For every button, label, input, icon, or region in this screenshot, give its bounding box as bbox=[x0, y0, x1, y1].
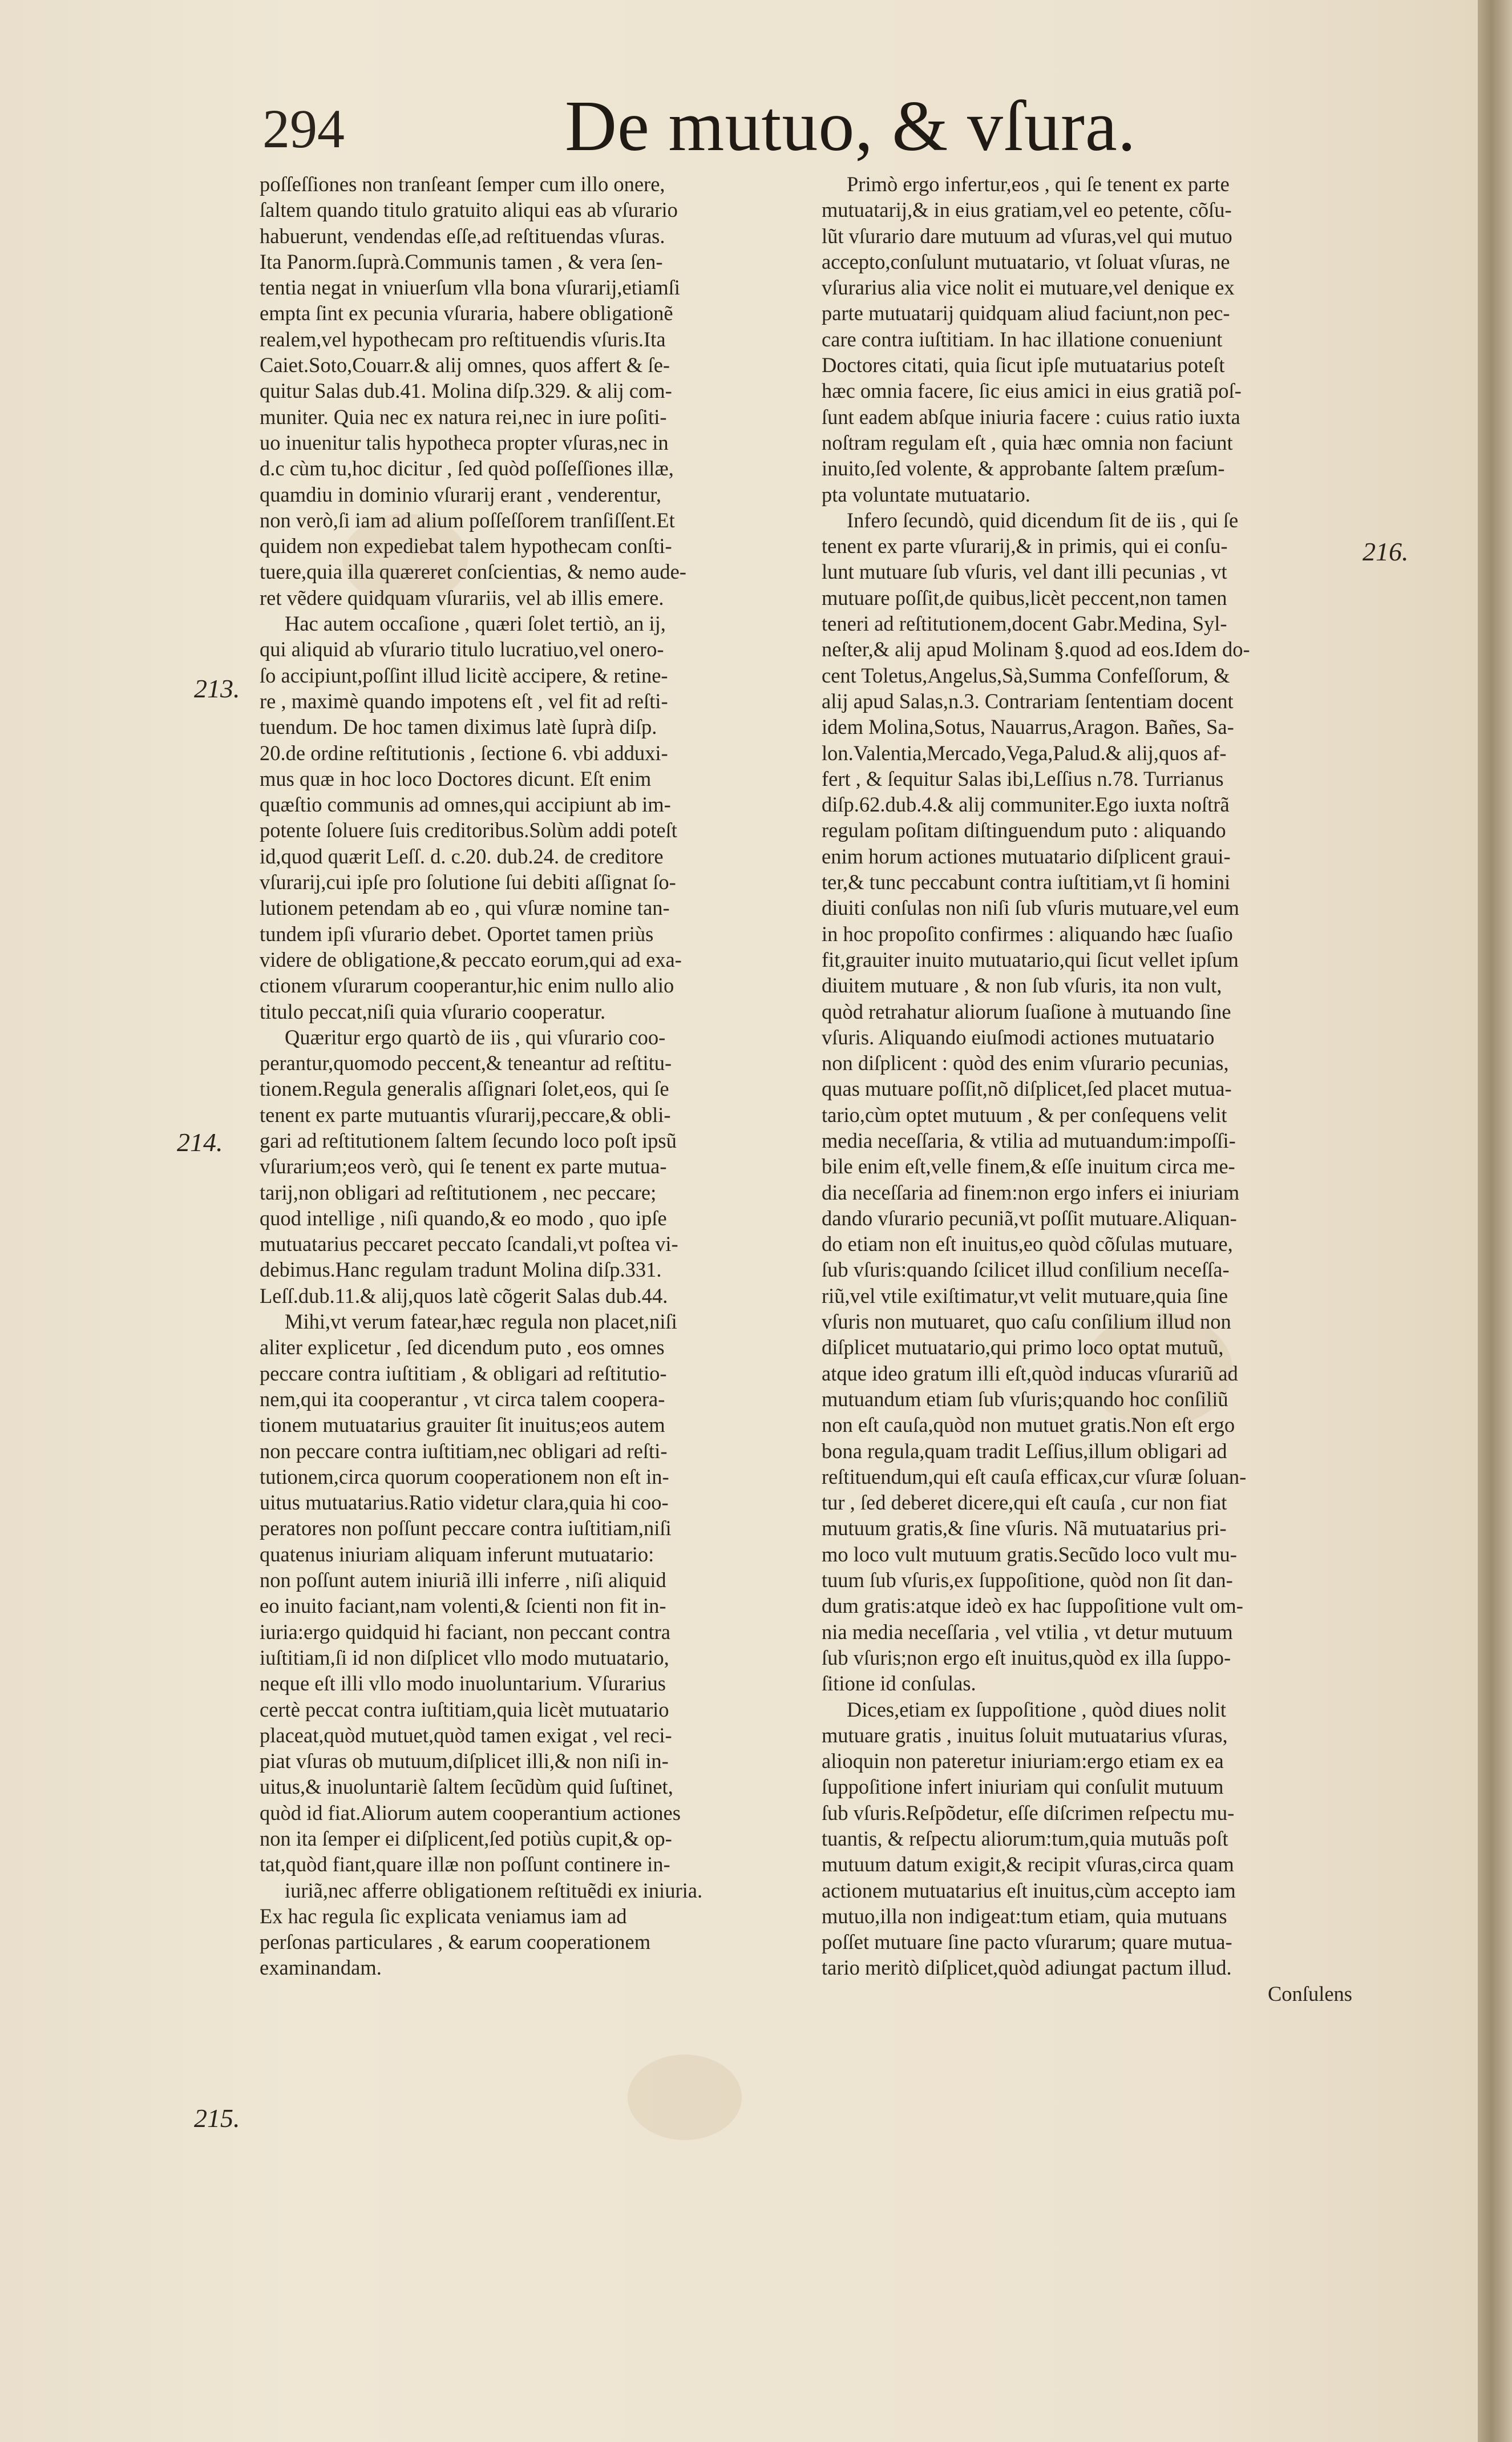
text-line: Ita Panorm.ſuprà.Communis tamen , & vera ſen- bbox=[260, 249, 663, 273]
text-line: enim horum actiones mutuatario diſplicent graui- bbox=[822, 844, 1231, 868]
text-line: diuitem mutuare , & non ſub vſuris, ita non vult, bbox=[822, 974, 1222, 998]
text-line: Mihi,vt verum fatear,hæc regula non placet,niſi bbox=[285, 1310, 677, 1334]
text-line: Doctores citati, quia ſicut ipſe mutuatarius poteſt bbox=[822, 353, 1225, 377]
text-line: quitur Salas dub.41. Molina diſp.329. & alij com- bbox=[260, 379, 672, 403]
text-line: iuria:ergo quidquid hi faciant, non peccant contra bbox=[260, 1620, 670, 1644]
text-line: bona regula,quam tradit Leſſius,illum obligari ad bbox=[822, 1439, 1227, 1463]
text-line: mutuare poſſit,de quibus,licèt peccent,non tamen bbox=[822, 586, 1227, 610]
text-line: aliter explicetur , ſed dicendum puto , eos omnes bbox=[260, 1335, 665, 1359]
text-line: Quæritur ergo quartò de iis , qui vſurario coo- bbox=[285, 1025, 666, 1049]
text-line: tuendum. De hoc tamen diximus latè ſuprà diſp. bbox=[260, 715, 657, 739]
text-line: vſurarium;eos verò, qui ſe tenent ex parte mutua- bbox=[260, 1155, 667, 1178]
text-line: lũt vſurario dare mutuum ad vſuras,vel qui mutuo bbox=[822, 224, 1232, 248]
text-line: non diſplicent : quòd des enim vſurario pecunias, bbox=[822, 1051, 1229, 1075]
text-line: placeat,quòd mutuet,quòd tamen exigat , vel reci- bbox=[260, 1723, 672, 1747]
text-line: media neceſſaria, & vtilia ad mutuandum:impoſſi- bbox=[822, 1128, 1236, 1152]
text-line: Leſſ.dub.11.& alij,quos latè cõgerit Salas dub.44. bbox=[260, 1283, 668, 1307]
text-line: lutionem petendam ab eo , qui vſuræ nomine tan- bbox=[260, 896, 670, 920]
right-text-column bbox=[822, 171, 1358, 2007]
text-line: lon.Valentia,Mercado,Vega,Palud.& alij,quos af- bbox=[822, 741, 1227, 765]
text-line: mutuatarij,& in eius gratiam,vel eo petente, cõſu- bbox=[822, 198, 1232, 222]
text-line: id,quod quærit Leſſ. d. c.20. dub.24. de creditore bbox=[260, 844, 664, 868]
text-line: nem,qui ita cooperantur , vt circa talem coopera- bbox=[260, 1387, 665, 1411]
text-line: mo loco vult mutuum gratis.Secũdo loco vult mu- bbox=[822, 1542, 1237, 1566]
text-line: Dices,etiam ex ſuppoſitione , quòd diues nolit bbox=[847, 1697, 1227, 1721]
text-line: videre de obligatione,& peccato eorum,qui ad exa- bbox=[260, 947, 682, 971]
text-line: tarij,non obligari ad reſtitutionem , nec peccare; bbox=[260, 1180, 657, 1204]
text-line: teneri ad reſtitutionem,docent Gabr.Medina, Syl- bbox=[822, 612, 1227, 636]
text-line: lunt mutuare ſub vſuris, vel dant illi pecunias , vt bbox=[822, 560, 1227, 584]
text-line: atque ideo gratum illi eſt,quòd inducas vſurariũ ad bbox=[822, 1361, 1238, 1385]
text-line: uitus mutuatarius.Ratio videtur clara,quia hi coo- bbox=[260, 1491, 669, 1515]
text-line: realem,vel hypothecam pro reſtituendis vſuris.Ita bbox=[260, 327, 666, 351]
text-line: hæc omnia facere, ſic eius amici in eius gratiã poſ- bbox=[822, 379, 1242, 403]
text-line: mutuatarius peccaret peccato ſcandali,vt poſtea vi- bbox=[260, 1232, 678, 1256]
text-line: nia media neceſſaria , vel vtilia , vt detur mutuum bbox=[822, 1620, 1233, 1644]
text-line: alioquin non pateretur iniuriam:ergo etiam ex ea bbox=[822, 1749, 1224, 1773]
text-line: vſurarij,cui ipſe pro ſolutione ſui debiti aſſignat ſo- bbox=[260, 870, 676, 894]
text-line: re , maximè quando impotens eſt , vel fit ad reſti- bbox=[260, 689, 668, 713]
text-line: tundem ipſi vſurario debet. Oportet tamen priùs bbox=[260, 922, 654, 946]
text-line: neque eſt illi vllo modo inuoluntarium. Vſurarius bbox=[260, 1672, 666, 1696]
margin-number-213: 213. bbox=[194, 674, 240, 703]
left-text-column bbox=[260, 171, 796, 1981]
text-line: peccare contra iuſtitiam , & obligari ad reſtitutio- bbox=[260, 1361, 667, 1385]
text-line: Primò ergo infertur,eos , qui ſe tenent ex parte bbox=[847, 172, 1230, 196]
text-line: Ex hac regula ſic explicata veniamus iam ad bbox=[260, 1904, 627, 1928]
text-line: tutionem,circa quorum cooperationem non eſt in- bbox=[260, 1464, 669, 1488]
text-line: tionem.Regula generalis aſſignari ſolet,eos, qui ſe bbox=[260, 1077, 669, 1101]
text-line: ſaltem quando titulo gratuito aliqui eas ab vſurario bbox=[260, 198, 678, 222]
text-line: non peccare contra iuſtitiam,nec obligari ad reſti- bbox=[260, 1439, 668, 1463]
text-line: diuiti conſulas non niſi ſub vſuris mutuare,vel eum bbox=[822, 896, 1239, 920]
text-line: quòd id fiat.Aliorum autem cooperantium actiones bbox=[260, 1801, 681, 1825]
text-line: uitus,& inuoluntariè ſaltem ſecũdùm quid ſuſtinet, bbox=[260, 1775, 673, 1799]
text-line: dum gratis:atque ideò ex hac ſuppoſitione vult om- bbox=[822, 1594, 1243, 1618]
text-line: tario,cùm optet mutuum , & per conſequens velit bbox=[822, 1103, 1227, 1127]
text-line: idem Molina,Sotus, Nauarrus,Aragon. Bañes, Sa- bbox=[822, 715, 1234, 739]
text-line: ſub vſuris:quando ſcilicet illud conſilium neceſſa- bbox=[822, 1258, 1230, 1282]
text-line: vſurarius alia vice nolit ei mutuare,vel denique ex bbox=[822, 276, 1235, 300]
text-line: poſſeſſiones non tranſeant ſemper cum illo onere, bbox=[260, 172, 665, 196]
text-line: fit,grauiter inuito mutuatario,qui ſicut vellet ipſum bbox=[822, 947, 1239, 971]
text-line: quas mutuare poſſit,nõ diſplicet,ſed placet mutua- bbox=[822, 1077, 1232, 1101]
text-line: vſuris. Aliquando eiuſmodi actiones mutuatario bbox=[822, 1025, 1215, 1049]
running-header bbox=[257, 86, 1455, 171]
text-line: empta ſint ex pecunia vſuraria, habere obligationẽ bbox=[260, 301, 673, 325]
text-line: tentia negat in vniuerſum vlla bona vſurarij,etiamſi bbox=[260, 276, 680, 300]
text-line: mutuo,illa non indigeat:tum etiam, quia mutuans bbox=[822, 1904, 1227, 1928]
text-line: habuerunt, vendendas eſſe,ad reſtituendas vſuras. bbox=[260, 224, 665, 248]
text-line: mutuum gratis,& ſine vſuris. Nã mutuatarius pri- bbox=[822, 1516, 1227, 1540]
text-line: parte mutuatarij quidquam aliud faciunt,non pec- bbox=[822, 301, 1230, 325]
text-line: non eſt cauſa,quòd non mutuet gratis.Non eſt ergo bbox=[822, 1413, 1235, 1437]
text-line: non ita ſemper ei diſplicent,ſed potiùs cupit,& op- bbox=[260, 1827, 672, 1850]
text-line: in hoc propoſito confirmes : aliquando hæc ſuaſio bbox=[822, 922, 1233, 946]
text-line: tenent ex parte vſurarij,& in primis, qui ei conſu- bbox=[822, 534, 1228, 558]
margin-number-216: 216. bbox=[1363, 537, 1409, 566]
text-line: perſonas particulares , & earum cooperationem bbox=[260, 1930, 651, 1954]
text-line: uo inuenitur talis hypotheca propter vſuras,nec in bbox=[260, 430, 669, 454]
text-line: ſo accipiunt,poſſint illud licitè accipere, & retine- bbox=[260, 663, 668, 687]
text-line: peratores non poſſunt peccare contra iuſtitiam,niſi bbox=[260, 1516, 672, 1540]
text-line: debimus.Hanc regulam tradunt Molina diſp.331. bbox=[260, 1258, 662, 1282]
text-line: iuriã,nec afferre obligationem reſtituẽdi ex iniuria. bbox=[285, 1878, 703, 1902]
text-line: certè peccat contra iuſtitiam,quia licèt mutuatario bbox=[260, 1697, 669, 1721]
text-line: tionem mutuatarius grauiter ſit inuitus;eos autem bbox=[260, 1413, 665, 1437]
running-title: De mutuo, & vſura. bbox=[565, 87, 1137, 166]
text-line: ter,& tunc peccabunt contra iuſtitiam,vt ſi homini bbox=[822, 870, 1231, 894]
margin-number-215: 215. bbox=[194, 2104, 240, 2133]
page-edge bbox=[1478, 0, 1512, 2442]
text-line: Infero ſecundò, quid dicendum ſit de iis , qui ſe bbox=[847, 508, 1239, 532]
text-line: vſuris non mutuaret, quo caſu conſilium illud non bbox=[822, 1310, 1231, 1334]
text-line: iuſtitiam,ſi id non diſplicet vllo modo mutuatario, bbox=[260, 1645, 669, 1669]
text-line: ſunt eadem abſque iniuria facere : cuius ratio iuxta bbox=[822, 405, 1240, 429]
text-line: care contra iuſtitiam. In hac illatione conueniunt bbox=[822, 327, 1223, 351]
text-line: do etiam non eſt inuitus,eo quòd cõſulas mutuare, bbox=[822, 1232, 1233, 1256]
text-line: ſub vſuris;non ergo eſt inuitus,quòd ex illa ſuppo- bbox=[822, 1645, 1231, 1669]
text-line: Hac autem occaſione , quæri ſolet tertiò, an ij, bbox=[285, 612, 666, 636]
text-line: quòd retrahatur aliorum ſuaſione à mutuando ſine bbox=[822, 999, 1231, 1023]
text-line: tuere,quia illa quæreret conſcientias, & nemo aude- bbox=[260, 560, 686, 584]
text-line: ctionem vſurarum cooperantur,hic enim nullo alio bbox=[260, 974, 674, 998]
text-line: accepto,conſulunt mutuatario, vt ſoluat vſuras, ne bbox=[822, 249, 1230, 273]
text-line: 20.de ordine reſtitutionis , ſectione 6. vbi adduxi- bbox=[260, 741, 668, 765]
margin-number-214: 214. bbox=[177, 1128, 223, 1157]
text-line: poſſet mutuare ſine pacto vſurarum; quare mutua- bbox=[822, 1930, 1232, 1954]
text-line: tuantis, & reſpectu aliorum:tum,quia mutuãs poſt bbox=[822, 1827, 1228, 1850]
text-line: potente ſoluere ſuis creditoribus.Solùm addi poteſt bbox=[260, 818, 677, 842]
page-number: 294 bbox=[262, 98, 345, 159]
text-line: tenent ex parte mutuantis vſurarij,peccare,& obli- bbox=[260, 1103, 671, 1127]
text-line: tuum ſub vſuris,ex ſuppoſitione, quòd non ſit dan- bbox=[822, 1568, 1233, 1592]
text-line: neſter,& alij apud Molinam §.quod ad eos.Idem do- bbox=[822, 637, 1250, 661]
text-line: inuito,ſed volente, & approbante ſaltem præſum- bbox=[822, 457, 1225, 481]
text-line: tur , ſed deberet dicere,qui eſt cauſa , cur non fiat bbox=[822, 1491, 1227, 1515]
text-line: non verò,ſi iam ad alium poſſeſſorem tranſiſſent.Et bbox=[260, 508, 675, 532]
text-line: Caiet.Soto,Couarr.& alij omnes, quos affert & ſe- bbox=[260, 353, 670, 377]
text-line: bile enim eſt,velle finem,& eſſe inuitum circa me- bbox=[822, 1155, 1235, 1178]
text-line: tario meritò diſplicet,quòd adiungat pactum illud. bbox=[822, 1956, 1232, 1980]
paper-stain bbox=[628, 2054, 742, 2140]
text-line: alij apud Salas,n.3. Contrariam ſententiam docent bbox=[822, 689, 1234, 713]
text-line: qui aliquid ab vſurario titulo lucratiuo,vel onero- bbox=[260, 637, 664, 661]
text-line: mutuandum etiam ſub vſuris;quando hoc conſiliũ bbox=[822, 1387, 1228, 1411]
text-line: d.c cùm tu,hoc dicitur , ſed quòd poſſeſſiones illæ, bbox=[260, 457, 674, 481]
text-line: ſub vſuris.Reſpõdetur, eſſe diſcrimen reſpectu mu- bbox=[822, 1801, 1235, 1825]
text-line: ſuppoſitione infert iniuriam qui conſulit mutuum bbox=[822, 1775, 1224, 1799]
text-line: reſtituendum,qui eſt cauſa efficax,cur vſuræ ſoluan- bbox=[822, 1464, 1247, 1488]
text-line: non poſſunt autem iniuriã illi inferre , niſi aliquid bbox=[260, 1568, 666, 1592]
text-line: quatenus iniuriam aliquam inferunt mutuatario: bbox=[260, 1542, 654, 1566]
text-line: tat,quòd fiant,quare illæ non poſſunt continere in- bbox=[260, 1852, 670, 1876]
text-line: dando vſurario pecuniã,vt poſſit mutuare.Aliquan- bbox=[822, 1206, 1237, 1230]
text-line: perantur,quomodo peccent,& teneantur ad reſtitu- bbox=[260, 1051, 672, 1075]
text-line: diſplicet mutuatario,qui primo loco optat mutuũ, bbox=[822, 1335, 1224, 1359]
text-line: mus quæ in hoc loco Doctores dicunt. Eſt enim bbox=[260, 766, 652, 790]
text-line: mutuare gratis , inuitus ſoluit mutuatarius vſuras, bbox=[822, 1723, 1228, 1747]
text-line: actionem mutuatarius eſt inuitus,cùm accepto iam bbox=[822, 1878, 1236, 1902]
text-line: regulam poſitam diſtinguendum puto : aliquando bbox=[822, 818, 1226, 842]
text-line: ret vẽdere quidquam vſurariis, vel ab illis emere. bbox=[260, 586, 664, 610]
text-line: quod intellige , niſi quando,& eo modo , quo ipſe bbox=[260, 1206, 667, 1230]
text-line: cent Toletus,Angelus,Sà,Summa Confeſſorum, & bbox=[822, 663, 1230, 687]
text-line: riũ,vel vtile exiſtimatur,vt velit mutuare,quia ſine bbox=[822, 1283, 1228, 1307]
text-line: examinandam. bbox=[260, 1956, 382, 1980]
text-line: ſitione id conſulas. bbox=[822, 1672, 976, 1696]
text-line: dia neceſſaria ad finem:non ergo infers ei iniuriam bbox=[822, 1180, 1240, 1204]
text-line: fert , & ſequitur Salas ibi,Leſſius n.78. Turrianus bbox=[822, 766, 1224, 790]
text-line: quæſtio communis ad omnes,qui accipiunt ab im- bbox=[260, 793, 671, 817]
text-line: piat vſuras ob mutuum,diſplicet illi,& non niſi in- bbox=[260, 1749, 669, 1773]
text-line: pta voluntate mutuatario. bbox=[822, 482, 1030, 506]
text-line: mutuum datum exigit,& recipit vſuras,circa quam bbox=[822, 1852, 1234, 1876]
text-line: quamdiu in dominio vſurarij erant , venderentur, bbox=[260, 482, 662, 506]
text-line: noſtram regulam eſt , quia hæc omnia non faciunt bbox=[822, 430, 1233, 454]
text-line: gari ad reſtitutionem ſaltem ſecundo loco poſt ipsũ bbox=[260, 1128, 677, 1152]
text-line: eo inuito faciant,nam volenti,& ſcienti non fit in- bbox=[260, 1594, 666, 1618]
catchword: Conſulens bbox=[1267, 1981, 1352, 2005]
text-line: titulo peccat,niſi quia vſurario cooperatur. bbox=[260, 999, 606, 1023]
text-line: diſp.62.dub.4.& alij communiter.Ego iuxta noſtrã bbox=[822, 793, 1230, 817]
text-line: muniter. Quia nec ex natura rei,nec in iure poſiti- bbox=[260, 405, 667, 429]
text-line: quidem non expediebat talem hypothecam conſti- bbox=[260, 534, 672, 558]
